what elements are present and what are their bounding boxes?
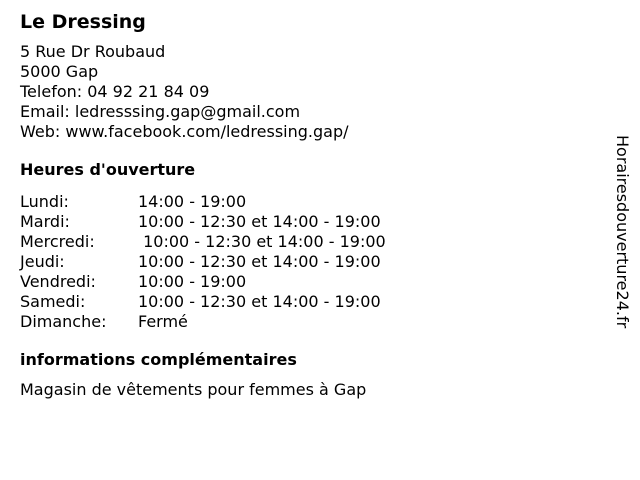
day-label: Lundi: [20, 192, 69, 211]
hours-table [20, 192, 600, 332]
site-watermark: Horairesdouverture24.fr [613, 135, 632, 329]
web-line: Web: www.facebook.com/ledressing.gap/ [20, 122, 349, 141]
email-line: Email: ledresssing.gap@gmail.com [20, 102, 301, 121]
hours-row [20, 212, 600, 232]
store-listing [20, 10, 600, 400]
day-label: Samedi: [20, 292, 86, 311]
hours-row [20, 192, 600, 212]
hours-heading: Heures d'ouverture [20, 160, 196, 179]
day-label: Mercredi: [20, 232, 95, 251]
time-value: Fermé [138, 312, 188, 331]
day-label: Mardi: [20, 212, 70, 231]
time-value: 14:00 - 19:00 [138, 192, 247, 211]
time-value: 10:00 - 12:30 et 14:00 - 19:00 [138, 252, 381, 271]
hours-row [20, 272, 600, 292]
phone-line: Telefon: 04 92 21 84 09 [20, 82, 210, 101]
address-block [20, 42, 600, 142]
hours-row [20, 292, 600, 312]
hours-row [20, 252, 600, 272]
time-value: 10:00 - 19:00 [138, 272, 247, 291]
city-line: 5000 Gap [20, 62, 99, 81]
info-text: Magasin de vêtements pour femmes à Gap [20, 380, 367, 399]
day-label: Jeudi: [20, 252, 65, 271]
hours-row [20, 232, 600, 252]
time-value: 10:00 - 12:30 et 14:00 - 19:00 [138, 292, 381, 311]
day-label: Vendredi: [20, 272, 96, 291]
store-name: Le Dressing [20, 11, 146, 33]
day-label: Dimanche: [20, 312, 107, 331]
time-value: 10:00 - 12:30 et 14:00 - 19:00 [138, 212, 381, 231]
info-heading: informations complémentaires [20, 350, 297, 369]
street-line: 5 Rue Dr Roubaud [20, 42, 166, 61]
time-value: 10:00 - 12:30 et 14:00 - 19:00 [138, 232, 386, 251]
hours-row [20, 312, 600, 332]
